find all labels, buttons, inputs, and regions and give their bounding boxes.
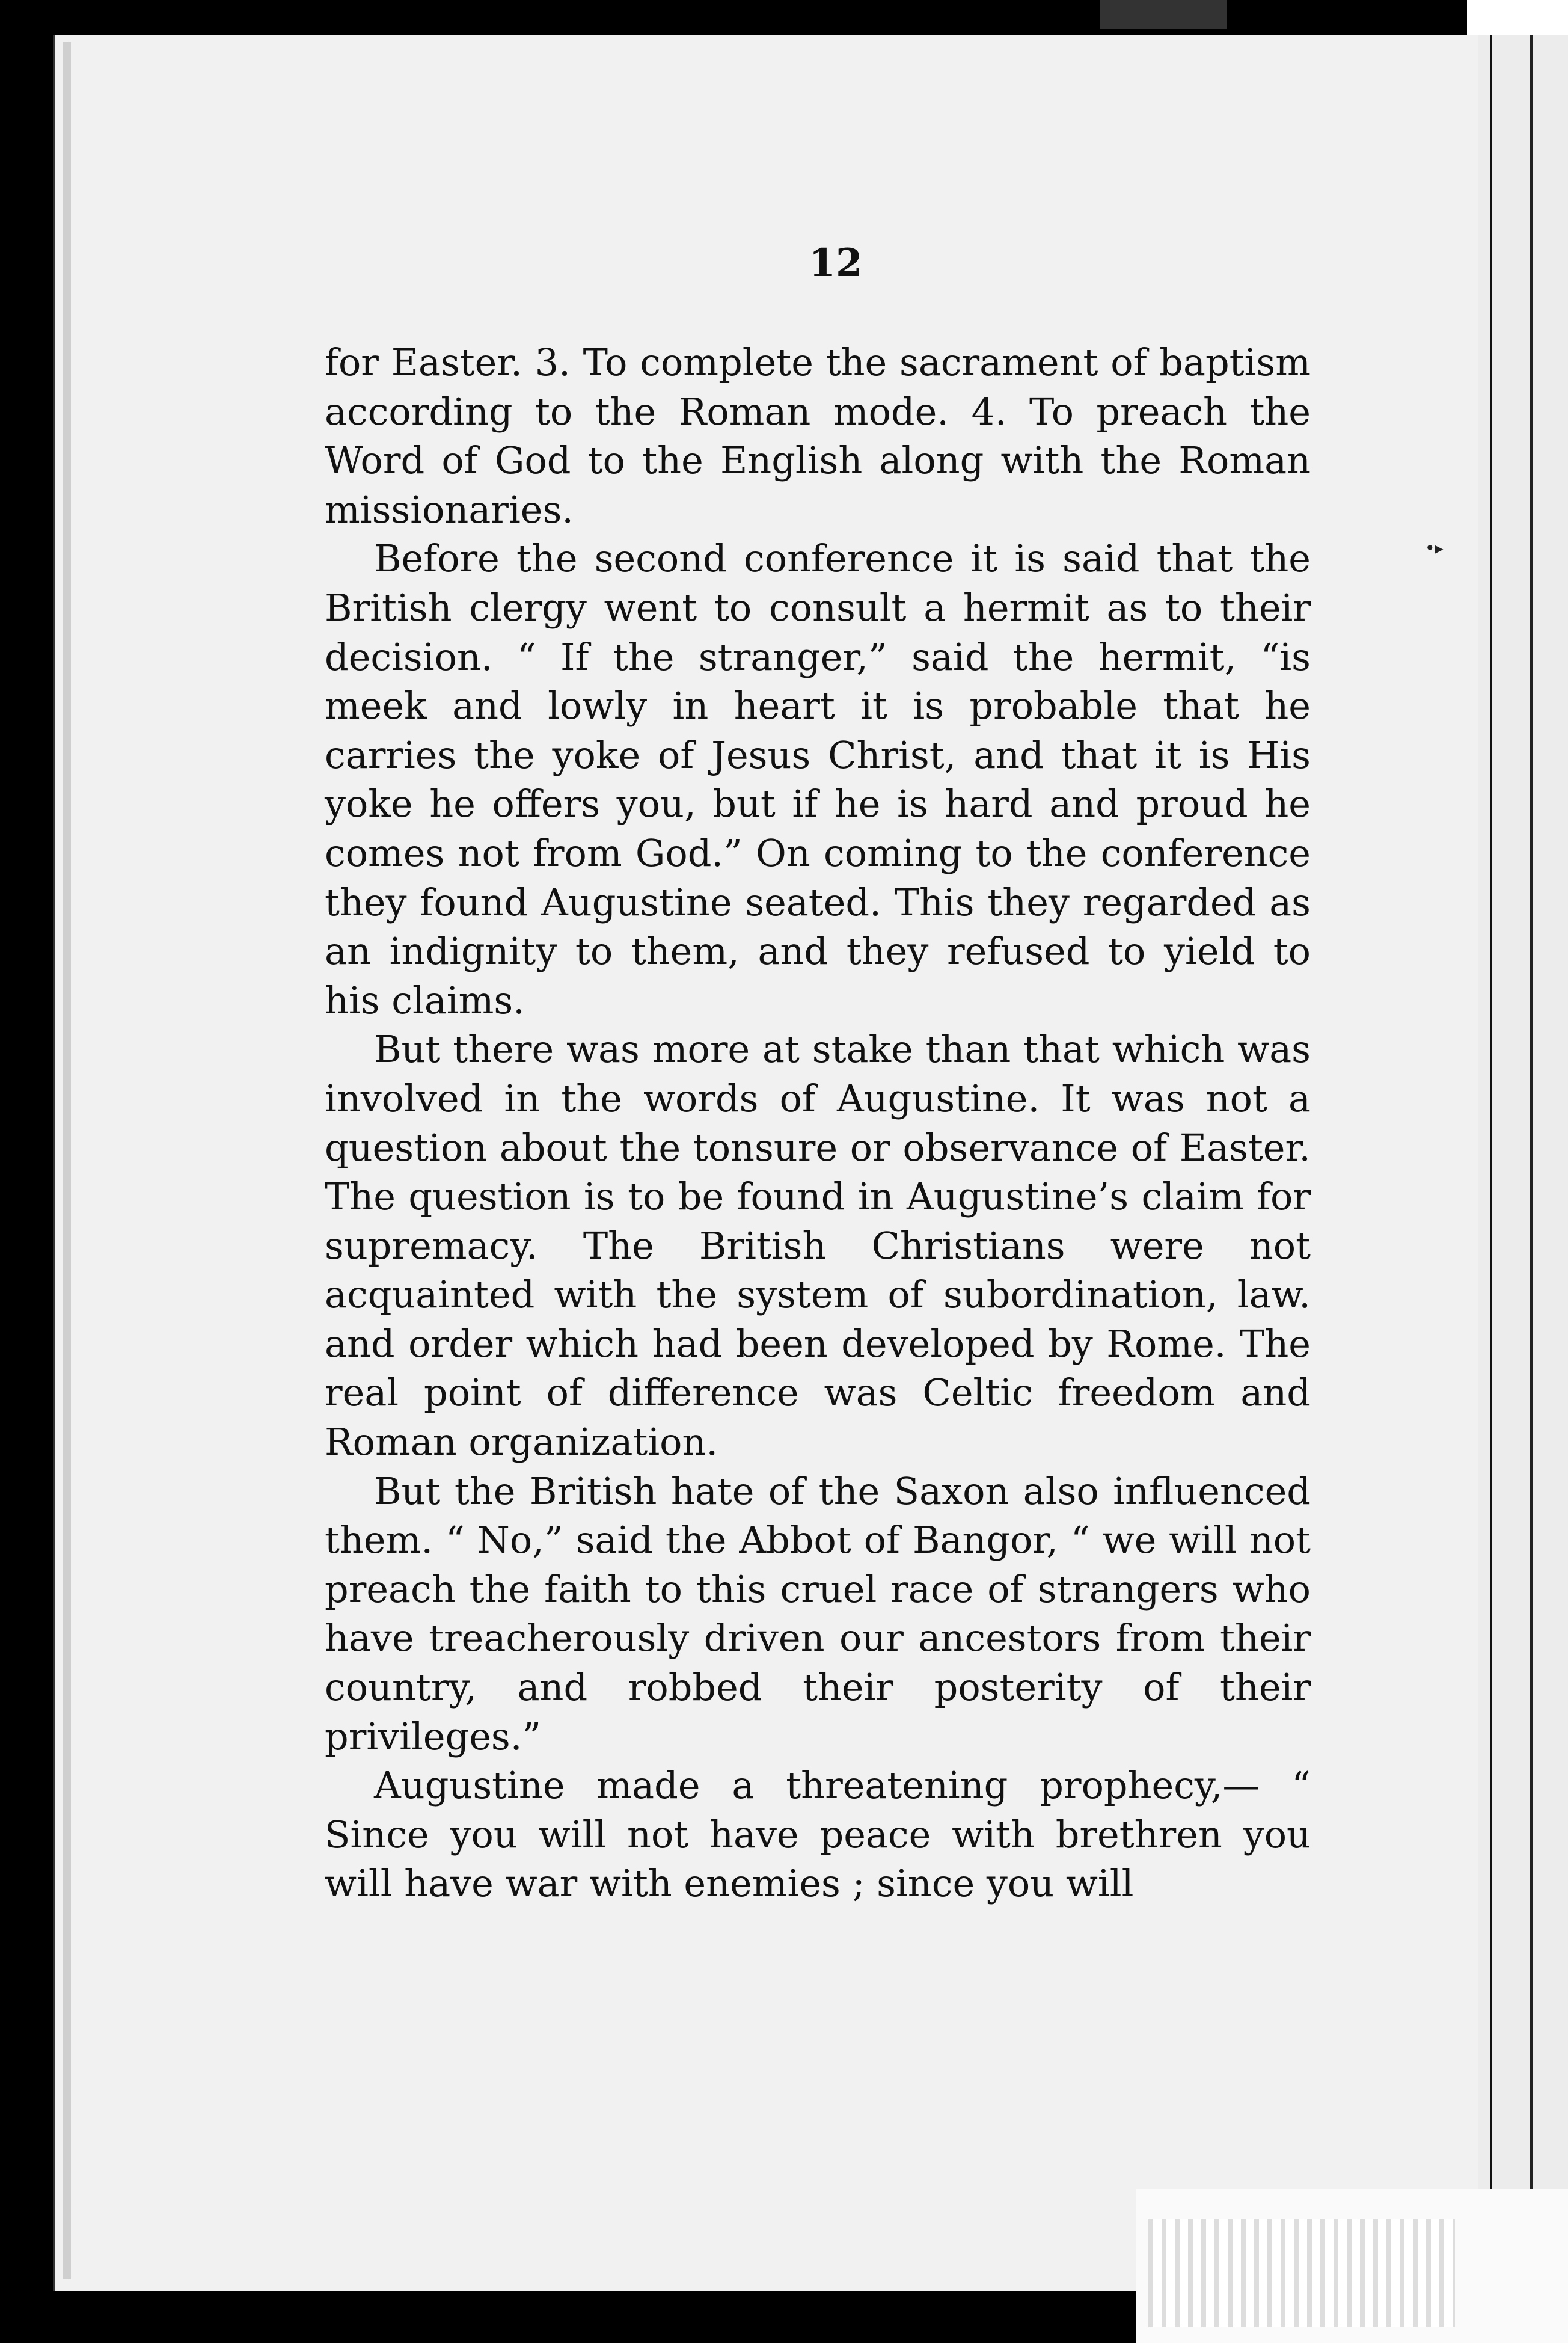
scan-top-right-notch bbox=[1467, 0, 1568, 35]
facing-page-edge-line bbox=[1490, 35, 1492, 2291]
scan-left-border bbox=[0, 0, 53, 2343]
page-gutter-edge bbox=[63, 42, 71, 2279]
paragraph-5: Augustine made a threatening prophecy,— “ Since you will not have peace with brethren you will have war with enemies ; since you will bbox=[325, 1763, 1311, 1906]
paragraph-4: But the British hate of the Saxon also influenced them. “ No,” said the Abbot of Bangor, “ we will not preach the faith to this cruel race of strangers who have treacherously driven our ancestors from their country, and robbed their posterity of their privileges.” bbox=[325, 1469, 1311, 1758]
scan-top-border bbox=[0, 0, 1568, 35]
scan-top-artifact bbox=[1100, 0, 1227, 29]
margin-mark: •▸ bbox=[1425, 538, 1444, 558]
page-number: 12 bbox=[809, 241, 863, 286]
scan-bottom-texture bbox=[1148, 2219, 1455, 2327]
paragraph-2: Before the second conference it is said that the British clergy went to consult a hermit as to their decision. “ If the stranger,” said the hermit, “is meek and lowly in heart it is probable that he carries the yoke of Jesus Christ, and that it is His yoke he offers you, but if he is hard and proud he comes not from God.” On coming to the conference they found Augustine seated. This they regarded as an indignity to them, and they refused to yield to his claims. bbox=[325, 536, 1311, 1022]
body-text bbox=[325, 338, 1311, 1908]
facing-page-fold-line bbox=[1530, 35, 1533, 2291]
paragraph-1: for Easter. 3. To complete the sacrament of baptism according to the Roman mode. 4. To preach the Word of God to the English along with the Roman missionaries. bbox=[325, 340, 1311, 532]
paragraph-3: But there was more at stake than that which was involved in the words of Augustine. It was not a question about the tonsure or observance of Easter. The question is to be found in Augustine’s claim for supremacy. The British Christians were not acquainted with the system of subordination, law. and order which had been developed by Rome. The real point of difference was Celtic freedom and Roman organization. bbox=[325, 1027, 1311, 1464]
